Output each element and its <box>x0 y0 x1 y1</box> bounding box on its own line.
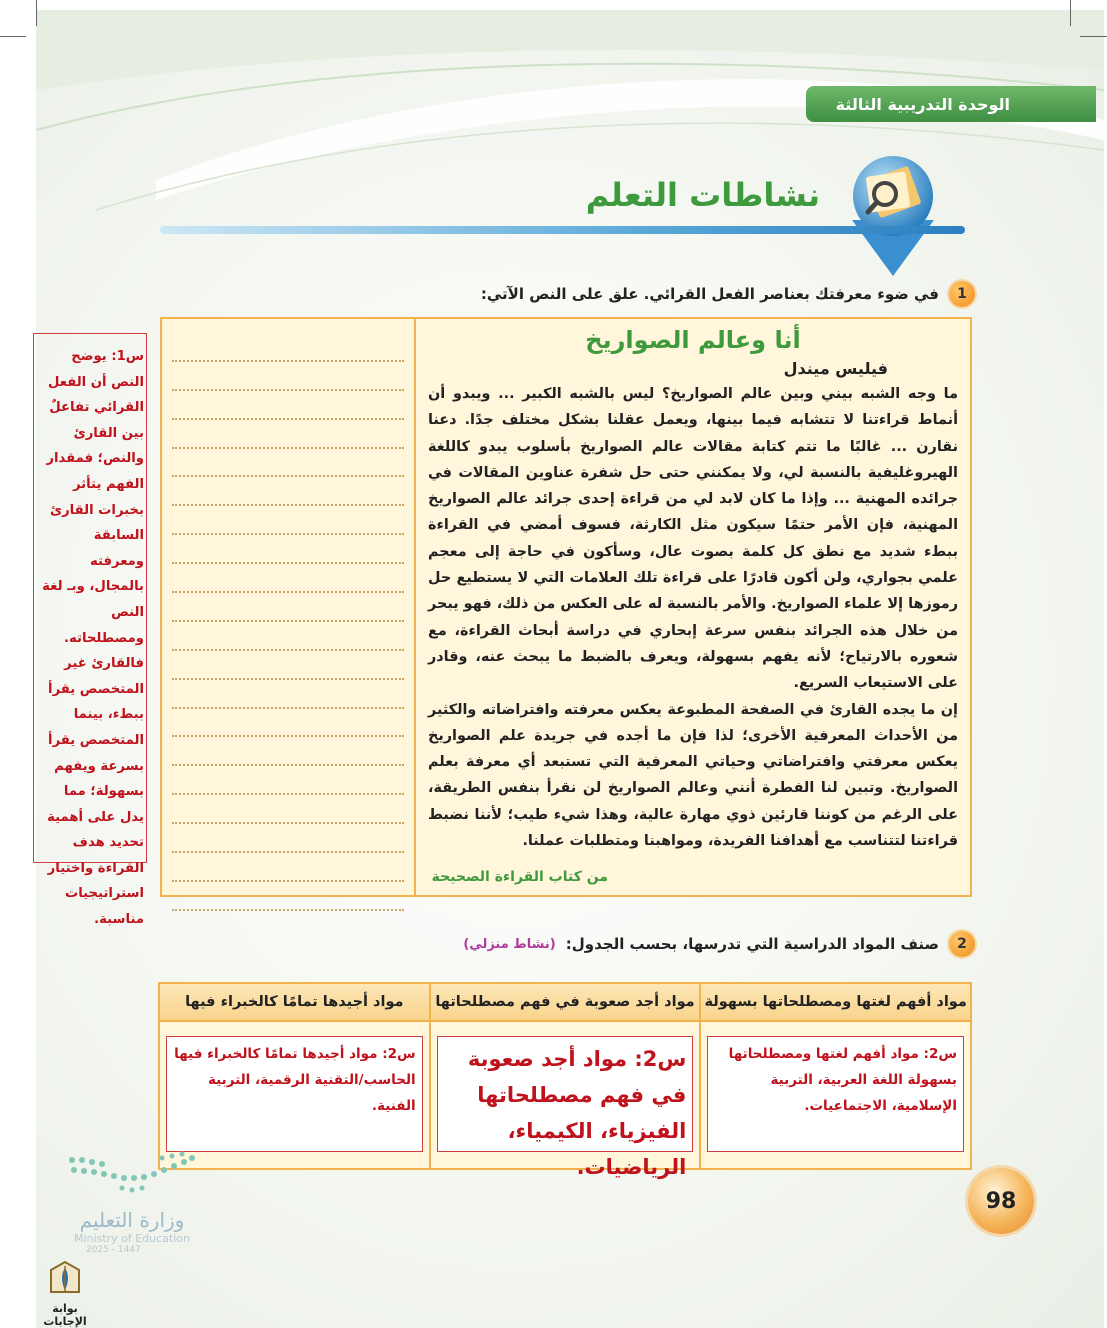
article <box>428 323 958 893</box>
page-number: 98 <box>968 1168 1034 1234</box>
table-column <box>160 984 429 1168</box>
ministry-name-english: Ministry of Education <box>73 1232 190 1245</box>
writing-line <box>172 651 404 680</box>
question-text: في ضوء معرفتك بعناصر الفعل القرائي. علق على النص الآتي: <box>480 285 939 303</box>
writing-line <box>172 709 404 738</box>
writing-line <box>172 420 404 449</box>
writing-line <box>172 593 404 622</box>
writing-line <box>172 391 404 420</box>
table-cell <box>437 1036 694 1179</box>
writing-line <box>172 564 404 593</box>
writing-line <box>172 853 404 882</box>
title-underline <box>160 226 965 234</box>
crop-mark <box>1070 0 1071 26</box>
table-header: مواد أجد صعوبة في فهم مصطلحاتها <box>431 984 700 1022</box>
article-paragraph: إن ما يجده القارئ في الصفحة المطبوعة يعكس معرفته وافتراضاته والكثير من الأحداث المعرفية الأخرى؛ لذا فإن ما أجده في جريدة علم الصواريخ يعكس معرفتي وافتراضاتي وحياتي المعرفية التي تستبعد أي معرفة بعلم الصواريخ. وتبين لنا الفطرة أنني وعالم الصواريخ لن نقرأ بنفس الطريقة، على الرغم من كوننا قارئين ذوي مهارة عالية، وهذا شيء طيب؛ لأننا نضبط قراءتنا لتتناسب مع أهدافنا الفريدة، ومواهبنا ومتطلبات عملنا. <box>428 701 958 850</box>
table-column <box>429 984 700 1179</box>
writing-line <box>172 680 404 709</box>
table-header: مواد أفهم لغتها ومصطلحاتها بسهولة <box>701 984 970 1022</box>
article-source: من كتاب القراءة الصحيحة <box>431 869 608 885</box>
writing-line <box>172 824 404 853</box>
ministry-years: 2025 - 1447 <box>86 1245 141 1255</box>
crop-mark <box>36 0 37 26</box>
question-number: 2 <box>949 931 975 957</box>
writing-line <box>172 737 404 766</box>
crop-mark <box>0 36 26 37</box>
answer-2-note: س2: مواد أجد صعوبة في فهم مصطلحاتها الفيزياء، الكيمياء، الرياضيات. <box>437 1036 694 1152</box>
article-title: أنا وعالم الصواريخ <box>585 326 801 354</box>
comment-lines <box>172 333 404 911</box>
column-divider <box>414 319 416 895</box>
answer-2-note: س2: مواد أفهم لغتها ومصطلحاتها بسهولة اللغة العربية، التربية الإسلامية، الاجتماعيات. <box>707 1036 964 1152</box>
table-cell <box>707 1036 964 1152</box>
writing-line <box>172 362 404 391</box>
home-activity-note: (نشاط منزلي) <box>463 936 556 952</box>
ministry-dots-icon <box>62 1150 202 1200</box>
crop-mark <box>1080 36 1107 37</box>
reading-passage-box <box>160 317 972 897</box>
question-number: 1 <box>949 281 975 307</box>
answer-2-note: س2: مواد أجيدها تمامًا كالخبراء فيها الحاسب/التقنية الرقمية، التربية الفنية. <box>166 1036 423 1152</box>
section-title: نشاطات التعلم <box>585 176 820 214</box>
answers-portal-logo <box>30 1256 100 1328</box>
magnifier-icon <box>838 152 948 276</box>
answer-1-note: س1: يوضح النص أن الفعل القرائي تفاعلٌ بين القارئ والنص؛ فمقدار الفهم يتأثر بخبرات القارئ السابقة ومعرفته بالمجال، وبـ لغة النص ومصطلحاته. فالقارئ غير المتخصص يقرأ ببطء، بينما المتخصص يقرأ بسرعة ويفهم بسهولة؛ مما يدل على أهمية تحديد هدف القراءة واختيار استراتيجيات مناسبة. <box>33 333 147 863</box>
ministry-name-arabic: وزارة التعليم <box>79 1208 185 1232</box>
table-cell <box>166 1036 423 1152</box>
question-2 <box>430 930 975 958</box>
writing-line <box>172 766 404 795</box>
question-text: صنف المواد الدراسية التي تدرسها، بحسب الجدول: <box>565 935 939 953</box>
writing-line <box>172 535 404 564</box>
writing-line <box>172 449 404 478</box>
article-paragraph: ما وجه الشبه بيني وبين عالم الصواريخ؟ ليس بالشبه الكبير ... ويبدو أن أنماط قراءتنا لا تتشابه فيما بينها، ويعمل عقلنا بشكل مختلف جدًا. دعنا نقارن ... غالبًا ما تتم كتابة مقالات عالم الصواريخ بأسلوب يبدو كاللغة الهيروغليفية بالنسبة لي، ولا يمكنني حتى حل شفرة عناوين المقالات في جرائده المهنية ... وإذا ما كان لابد لي من قراءة إحدى جرائد عالم الصواريخ المهنية، فإن الأمر حتمًا سيكون مثل الكارثة، فسوف أمضي في القراءة ببطء شديد مع نطق كل كلمة بصوت عال، وسأكون في حاجة إلى معجم علمي بجواري، ولن أكون قادرًا على قراءة تلك العلامات التي لا يستطيع حل رموزها إلا علماء الصواريخ. والأمر بالنسبة له على العكس من ذلك، فهو يبحر من خلال هذه الجرائد بنفس سرعة إبحاري في دراسة أبحاث القراءة، مع شعوره بالارتياح؛ لأنه يفهم بسهولة، ويعرف بالضبط ما يبحث عنه، وقادر على الاستيعاب السريع. <box>428 386 958 692</box>
writing-line <box>172 506 404 535</box>
writing-line <box>172 795 404 824</box>
writing-line <box>172 477 404 506</box>
portal-label: بوابة الإجابات <box>43 1302 87 1328</box>
table-header: مواد أجيدها تمامًا كالخبراء فيها <box>160 984 429 1022</box>
table-column <box>699 984 970 1168</box>
writing-line <box>172 333 404 362</box>
unit-tab: الوحدة التدريبية الثالثة <box>806 86 1096 122</box>
ministry-logo <box>62 1150 202 1255</box>
writing-line <box>172 882 404 911</box>
writing-line <box>172 622 404 651</box>
article-author: فيليس ميندل <box>783 359 888 378</box>
question-1 <box>300 280 975 308</box>
classification-table <box>158 982 972 1179</box>
book-icon <box>45 1256 85 1296</box>
